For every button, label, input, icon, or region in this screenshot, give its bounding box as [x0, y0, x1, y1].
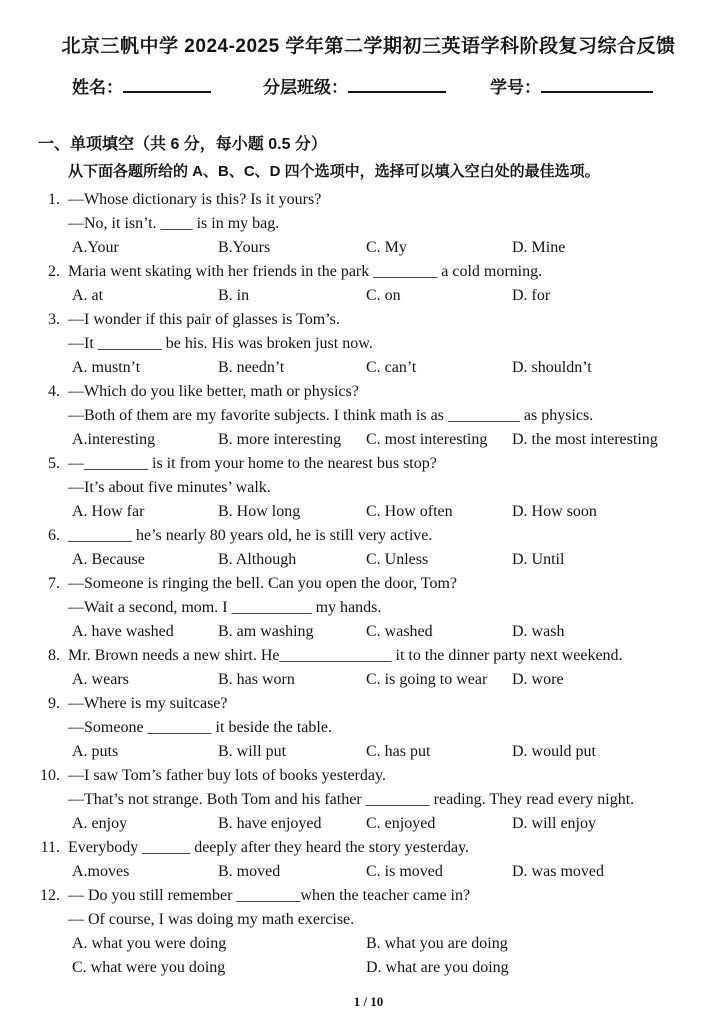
option: B. needn’t [218, 359, 285, 376]
options-row [68, 284, 697, 308]
question-body [68, 644, 697, 692]
question-text: —Which do you like better, math or physics? [68, 383, 359, 400]
options-row [68, 356, 697, 380]
question-number: 2. [48, 263, 60, 280]
option: B. has worn [218, 671, 295, 688]
option: C. enjoyed [366, 815, 436, 832]
option: A.Your [72, 239, 119, 256]
option: B. moved [218, 863, 281, 880]
question-text: —I saw Tom’s father buy lots of books yesterday. [68, 767, 386, 784]
question-number: 9. [48, 695, 60, 712]
option: C. My [366, 239, 407, 256]
option: C. Unless [366, 551, 429, 568]
question-text: —Where is my suitcase? [68, 695, 228, 712]
name-blank-line [123, 73, 211, 93]
question [40, 524, 697, 572]
option: C. most interesting [366, 431, 488, 448]
option: A. How far [72, 503, 145, 520]
question-text: —Someone is ringing the bell. Can you open the door, Tom? [68, 575, 457, 592]
question-body [68, 884, 697, 980]
option: B. How long [218, 503, 301, 520]
section-instruction: 从下面各题所给的 A、B、C、D 四个选项中，选择可以填入空白处的最佳选项。 [68, 163, 600, 180]
student-id-blank-line [541, 73, 653, 93]
question-text: — Of course, I was doing my math exercise. [68, 911, 355, 928]
question-text: ________ he’s nearly 80 years old, he is still very active. [68, 527, 433, 544]
options-row [68, 932, 697, 980]
option: C. is going to wear [366, 671, 488, 688]
question [40, 380, 697, 452]
option: D. for [512, 287, 551, 304]
question-number: 7. [48, 575, 60, 592]
option: B. have enjoyed [218, 815, 322, 832]
options-row [68, 428, 697, 452]
question-text: —________ is it from your home to the nearest bus stop? [68, 455, 437, 472]
section-heading: 一、单项填空（共 6 分，每小题 0.5 分） [38, 136, 327, 153]
options-row [68, 236, 697, 260]
question-text: —It’s about five minutes’ walk. [68, 479, 271, 496]
question-number: 6. [48, 527, 60, 544]
question-text: —It ________ be his. His was broken just now. [68, 335, 373, 352]
options-row [68, 812, 697, 836]
question-text: —Wait a second, mom. I __________ my hands. [68, 599, 382, 616]
option: D. wash [512, 623, 565, 640]
option: C. washed [366, 623, 433, 640]
option: D. what are you doing [366, 959, 509, 976]
question-number: 3. [48, 311, 60, 328]
question-body [68, 692, 697, 764]
question-number: 8. [48, 647, 60, 664]
option: C. is moved [366, 863, 443, 880]
option: A. what you were doing [72, 935, 227, 952]
name-label: 姓名： [72, 78, 123, 97]
option: C. How often [366, 503, 453, 520]
options-row [68, 500, 697, 524]
option: A. enjoy [72, 815, 128, 832]
option: D. was moved [512, 863, 604, 880]
option: D. shouldn’t [512, 359, 592, 376]
option: B. more interesting [218, 431, 342, 448]
options-row [68, 740, 697, 764]
question-body [68, 452, 697, 524]
question-body [68, 308, 697, 380]
question [40, 644, 697, 692]
question-body [68, 380, 697, 452]
questions [40, 188, 697, 980]
option: A.interesting [72, 431, 156, 448]
option: A. puts [72, 743, 119, 760]
option: A.moves [72, 863, 130, 880]
option: D. Until [512, 551, 565, 568]
question-body [68, 764, 697, 836]
question [40, 836, 697, 884]
class-label: 分层班级： [263, 78, 348, 97]
question [40, 572, 697, 644]
option: B. Although [218, 551, 297, 568]
option: B. what you are doing [366, 935, 508, 952]
question-text: —Whose dictionary is this? Is it yours? [68, 191, 322, 208]
question-text: Maria went skating with her friends in the park ________ a cold morning. [68, 263, 543, 280]
option: D. would put [512, 743, 596, 760]
option: C. what were you doing [72, 959, 226, 976]
question-text: — Do you still remember ________when the teacher came in? [68, 887, 471, 904]
question-body [68, 524, 697, 572]
option: C. has put [366, 743, 431, 760]
question-number: 10. [40, 767, 60, 784]
question-text: —No, it isn’t. ____ is in my bag. [68, 215, 280, 232]
option: A. have washed [72, 623, 174, 640]
option: D. How soon [512, 503, 597, 520]
question-number: 4. [48, 383, 60, 400]
options-row [68, 860, 697, 884]
question-body [68, 572, 697, 644]
option: B. will put [218, 743, 287, 760]
question-number: 1. [48, 191, 60, 208]
student-id-label: 学号： [490, 78, 541, 97]
question-text: —Both of them are my favorite subjects. I think math is as _________ as physics. [68, 407, 594, 424]
question-number: 5. [48, 455, 60, 472]
option: D. the most interesting [512, 431, 658, 448]
question-body [68, 260, 697, 308]
student-info-row [40, 73, 697, 102]
question-number: 12. [40, 887, 60, 904]
question [40, 188, 697, 260]
question-text: Everybody ______ deeply after they heard the story yesterday. [68, 839, 470, 856]
class-blank-line [348, 73, 446, 93]
option: B.Yours [218, 239, 271, 256]
question [40, 260, 697, 308]
question-text: Mr. Brown needs a new shirt. He______________ it to the dinner party next weekend. [68, 647, 623, 664]
question [40, 308, 697, 380]
question [40, 692, 697, 764]
option: B. in [218, 287, 250, 304]
option: A. wears [72, 671, 129, 688]
option: D. will enjoy [512, 815, 596, 832]
option: A. mustn’t [72, 359, 141, 376]
question [40, 452, 697, 524]
question-body [68, 188, 697, 260]
options-row [68, 548, 697, 572]
options-row [68, 668, 697, 692]
question [40, 764, 697, 836]
option: A. at [72, 287, 104, 304]
page-number: 1 / 10 [353, 994, 384, 1009]
option: D. Mine [512, 239, 566, 256]
options-row [68, 620, 697, 644]
question-body [68, 836, 697, 884]
question [40, 884, 697, 980]
question-text: —That’s not strange. Both Tom and his father ________ reading. They read every night. [68, 791, 635, 808]
page-title: 北京三帆中学 2024-2025 学年第二学期初三英语学科阶段复习综合反馈 [61, 36, 676, 57]
question-text: —Someone ________ it beside the table. [68, 719, 332, 736]
question-text: —I wonder if this pair of glasses is Tom’s. [68, 311, 340, 328]
question-number: 11. [40, 839, 60, 856]
option: B. am washing [218, 623, 314, 640]
option: C. can’t [366, 359, 417, 376]
option: A. Because [72, 551, 145, 568]
option: C. on [366, 287, 401, 304]
option: D. wore [512, 671, 564, 688]
